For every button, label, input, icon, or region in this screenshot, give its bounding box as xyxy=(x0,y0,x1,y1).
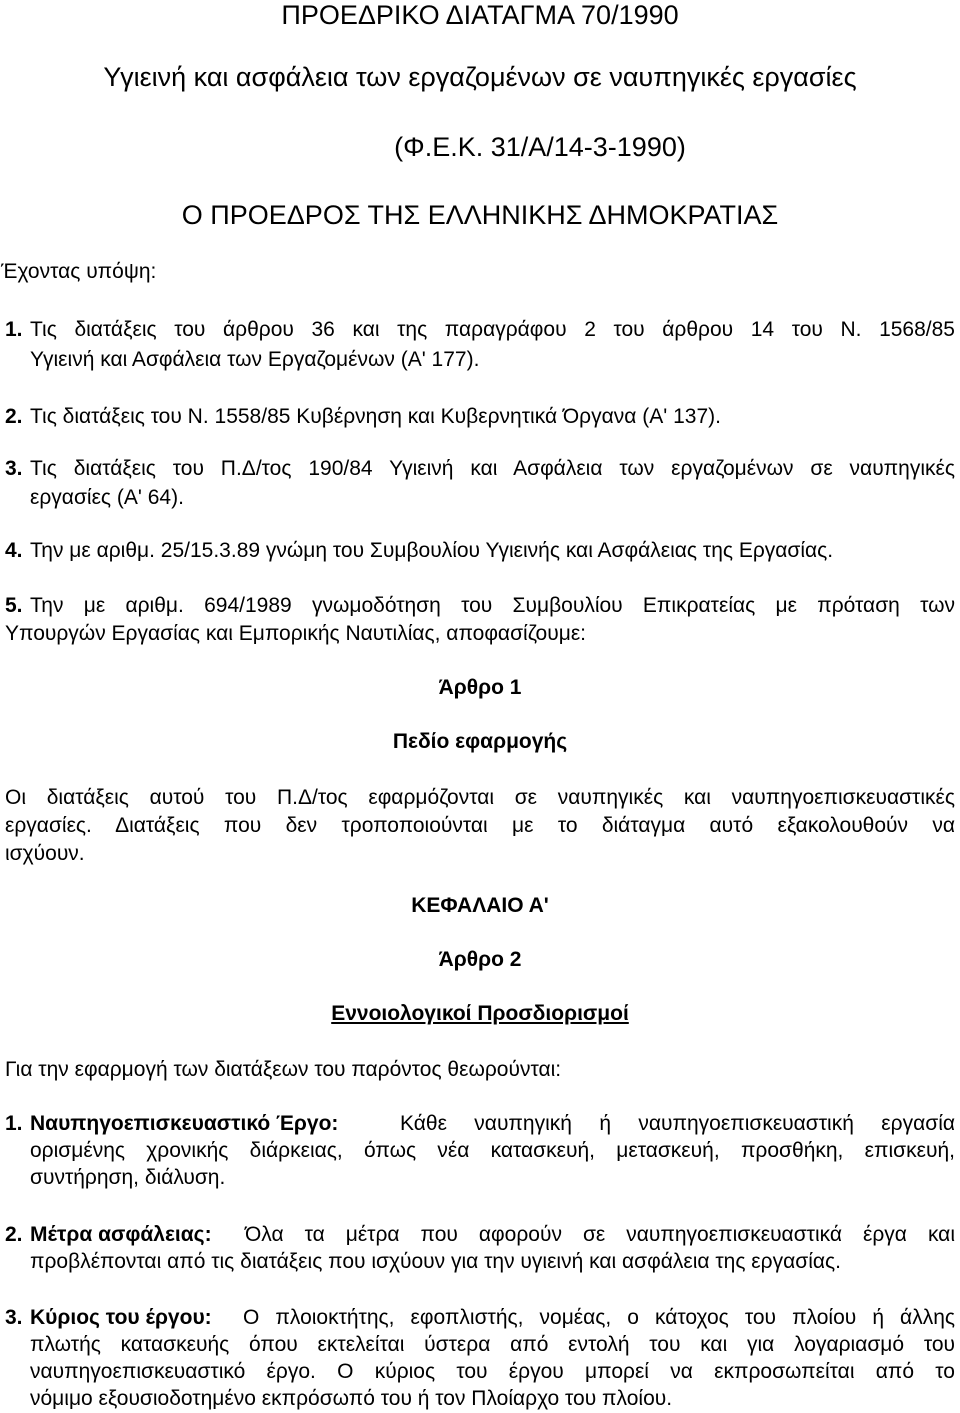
article-1-text: Οι διατάξεις αυτού του Π.Δ/τος εφαρμόζονται σε ναυπηγικές και ναυπηγοεπισκευαστικές xyxy=(5,786,955,809)
definition-text: ορισμένης χρονικής διάρκειας, όπως νέα κατασκευή, μετασκευή, προσθήκη, επισκευή, xyxy=(30,1139,955,1162)
preamble-item-number: 1. xyxy=(5,318,23,341)
definition-term: Κύριος του έργου: xyxy=(30,1306,212,1329)
article-1-title: Πεδίο εφαρμογής xyxy=(392,730,568,753)
gazette-reference: (Φ.Ε.Κ. 31/Α/14-3-1990) xyxy=(394,132,686,162)
preamble-item-text-cont: εργασίες (Α' 64). xyxy=(30,486,184,509)
preamble-item-number: 5. xyxy=(5,594,23,617)
preamble-item-text: Τις διατάξεις του άρθρου 36 και της παραγράφου 2 του άρθρου 14 του Ν. 1568/85 xyxy=(30,318,955,341)
preamble-item-text: Τις διατάξεις του Ν. 1558/85 Κυβέρνηση και Κυβερνητικά Όργανα (Α' 137). xyxy=(30,405,721,428)
definition-text: νόμιμο εξουσιοδοτημένο εκπρόσωπό του ή τον Πλοίαρχο του πλοίου. xyxy=(30,1387,673,1410)
preamble-item-text: Την με αριθμ. 694/1989 γνωμοδότηση του Συμβουλίου Επικρατείας με πρόταση των xyxy=(30,594,955,617)
article-1-text: ισχύουν. xyxy=(5,842,85,865)
definition-number: 2. xyxy=(5,1223,23,1246)
preamble-item-text: Τις διατάξεις του Π.Δ/τος 190/84 Υγιεινή και Ασφάλεια των εργαζομένων σε ναυπηγικές xyxy=(30,457,955,480)
article-2-heading: Άρθρο 2 xyxy=(438,948,522,971)
decree-subject: Υγιεινή και ασφάλεια των εργαζομένων σε ναυπηγικές εργασίες xyxy=(103,62,857,92)
definition-number: 1. xyxy=(5,1112,23,1135)
preamble-item-number: 2. xyxy=(5,405,23,428)
preamble-item-number: 4. xyxy=(5,539,23,562)
definition-text: προβλέπονται από τις διατάξεις που ισχύουν για την υγιεινή και ασφάλεια της εργασίας. xyxy=(30,1250,841,1273)
definition-text: πλωτής κατασκευής όπου εκτελείται ύστερα από εντολή του και για λογαριασμό του xyxy=(30,1333,955,1356)
definition-text: Όλα τα μέτρα που αφορούν σε ναυπηγοεπισκευαστικά έργα και xyxy=(245,1223,955,1246)
preamble-item-text: Την με αριθμ. 25/15.3.89 γνώμη του Συμβουλίου Υγιεινής και Ασφάλειας της Εργασίας. xyxy=(30,539,834,562)
president-heading: Ο ΠΡΟΕΔΡΟΣ ΤΗΣ ΕΛΛΗΝΙΚΗΣ ΔΗΜΟΚΡΑΤΙΑΣ xyxy=(181,200,779,230)
preamble-item-text-cont: Υγιεινή και Ασφάλεια των Εργαζομένων (Α' 177). xyxy=(30,348,480,371)
article-1-heading: Άρθρο 1 xyxy=(438,676,522,699)
article-2-title: Εννοιολογικοί Προσδιορισμοί xyxy=(331,1002,629,1025)
definition-text: συντήρηση, διάλυση. xyxy=(30,1166,226,1189)
definition-term: Μέτρα ασφάλειας: xyxy=(30,1223,212,1246)
definition-number: 3. xyxy=(5,1306,23,1329)
article-2-intro: Για την εφαρμογή των διατάξεων του παρόντος θεωρούνται: xyxy=(5,1058,562,1081)
chapter-heading: ΚΕΦΑΛΑΙΟ Α' xyxy=(411,894,549,917)
preamble-item-number: 3. xyxy=(5,457,23,480)
definition-text: Κάθε ναυπηγική ή ναυπηγοεπισκευαστική εργασία xyxy=(400,1112,955,1135)
definition-term: Ναυπηγοεπισκευαστικό Έργο: xyxy=(30,1112,339,1135)
preamble-item-text-cont: Υπουργών Εργασίας και Εμπορικής Ναυτιλίας, αποφασίζουμε: xyxy=(5,622,587,645)
decree-title: ΠΡΟΕΔΡΙΚΟ ΔΙΑΤΑΓΜΑ 70/1990 xyxy=(281,0,679,30)
article-1-text: εργασίες. Διατάξεις που δεν τροποποιούνται με το διάταγμα αυτό εξακολουθούν να xyxy=(5,814,955,837)
preamble-intro: Έχοντας υπόψη: xyxy=(1,260,157,283)
definition-text: ναυπηγοεπισκευαστικό έργο. Ο κύριος του έργου μπορεί να εκπροσωπείται από το xyxy=(30,1360,955,1383)
definition-text: Ο πλοιοκτήτης, εφοπλιστής, νομέας, ο κάτοχος του πλοίου ή άλλης xyxy=(243,1306,955,1329)
